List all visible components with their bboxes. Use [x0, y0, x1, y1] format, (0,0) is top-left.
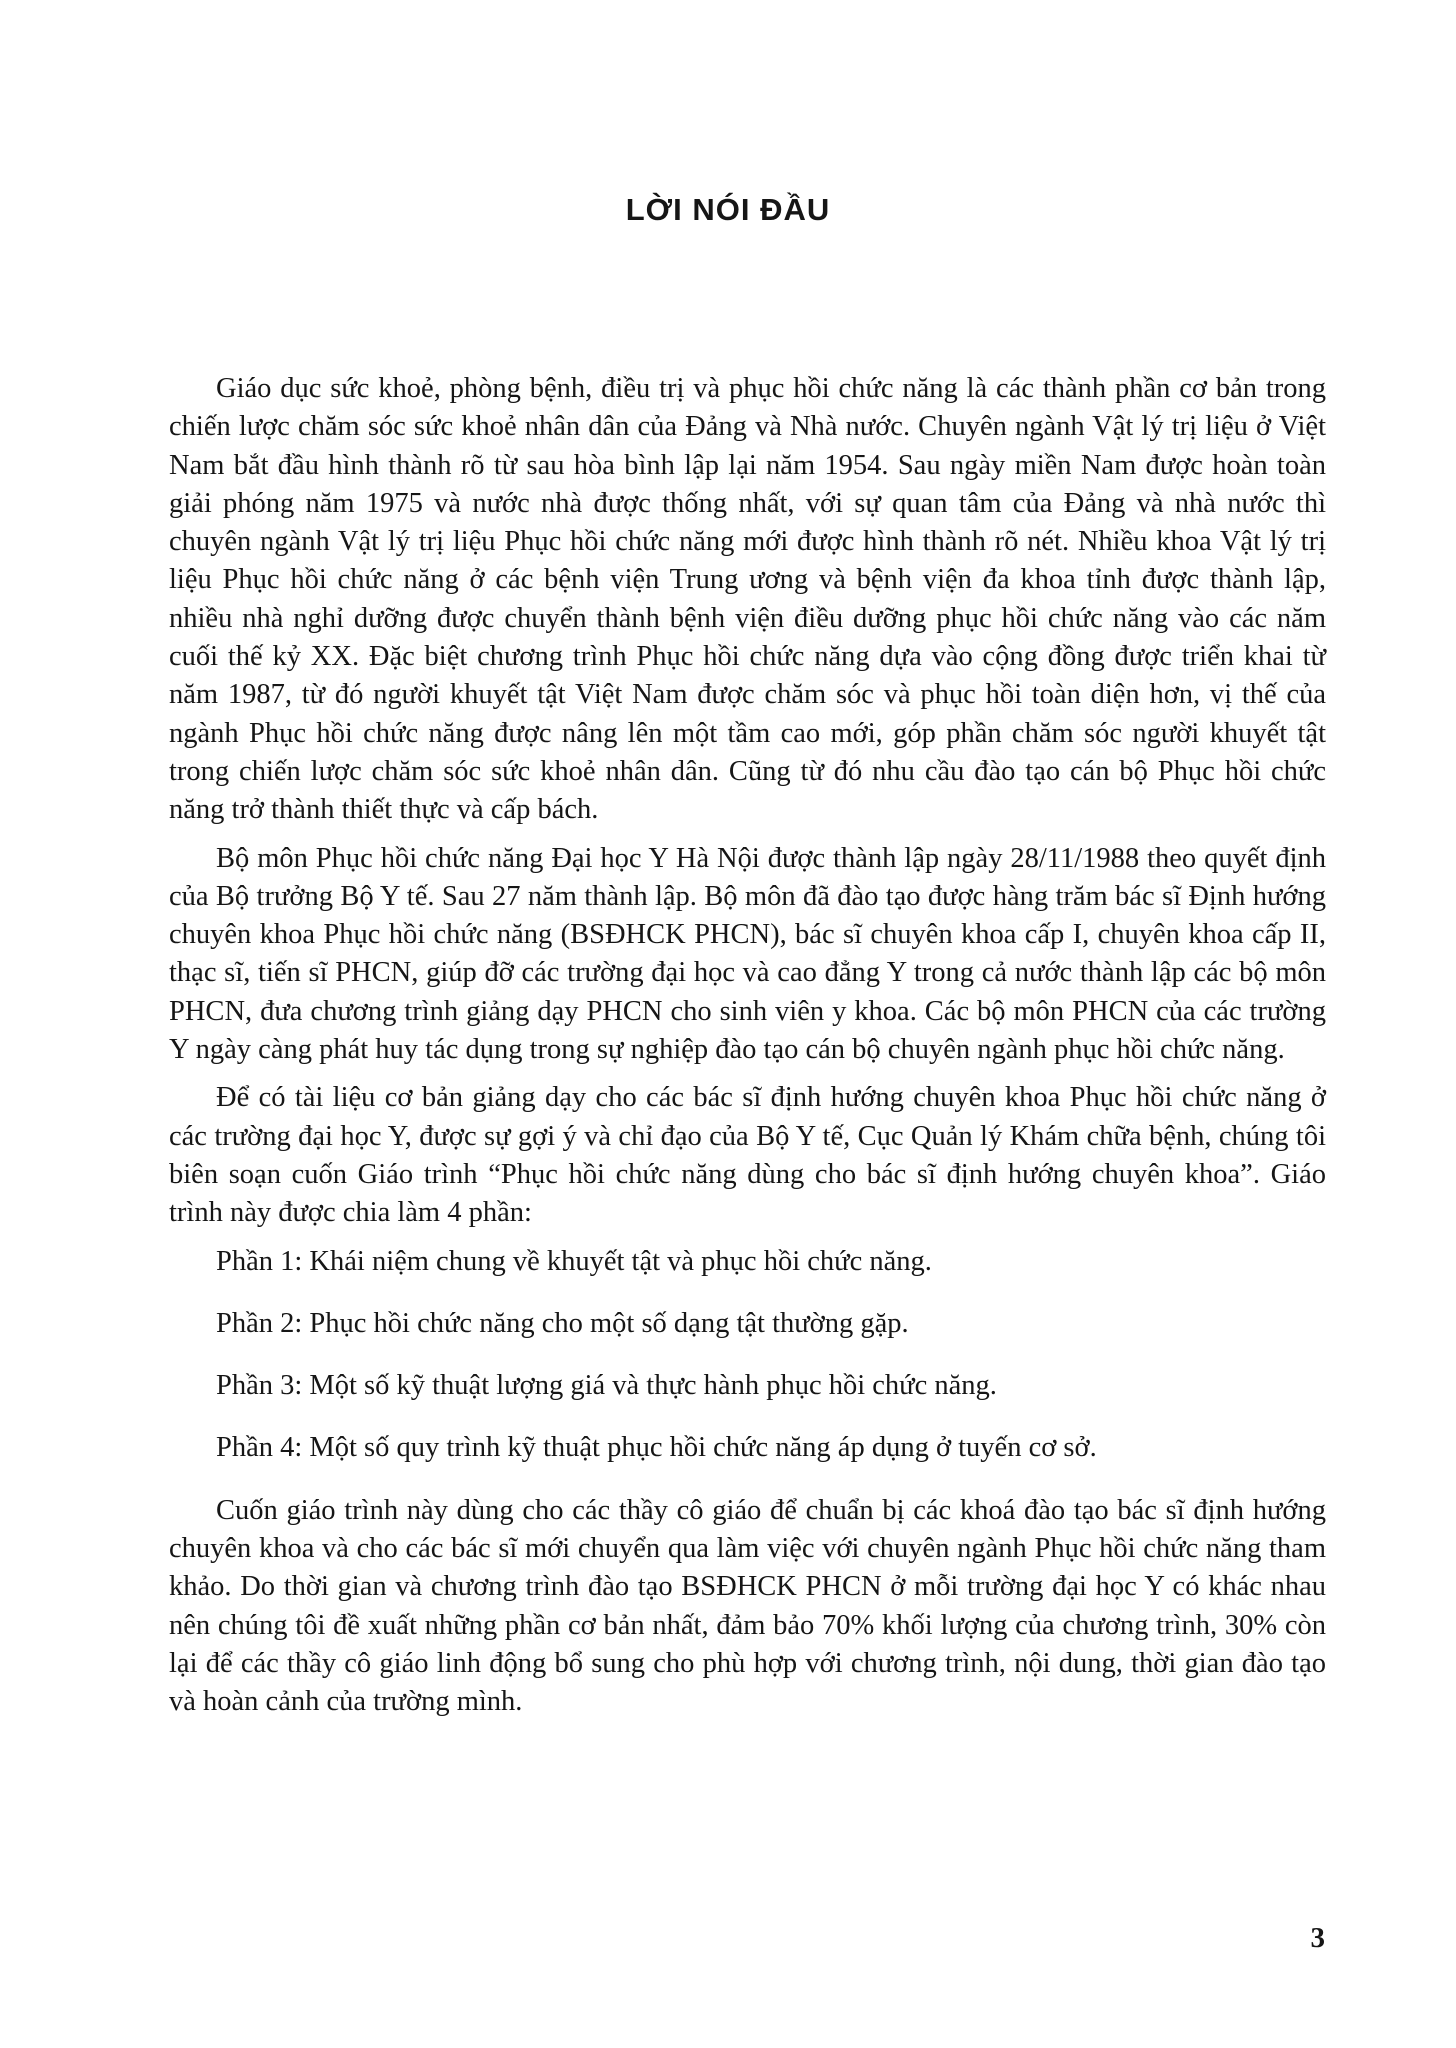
preface-body — [169, 370, 1326, 1732]
page-number: 3 — [1310, 1922, 1325, 1954]
part-item-2: Phần 2: Phục hồi chức năng cho một số dạng tật thường gặp. — [216, 1307, 909, 1339]
paragraph-intro: Giáo dục sức khoẻ, phòng bệnh, điều trị và phục hồi chức năng là các thành phần cơ bản trong chiến lược chăm sóc sức khoẻ nhân dân của Đảng và Nhà nước. Chuyên ngành Vật lý trị liệu ở Việt Nam bắt đầu hình thành rõ từ sau hòa bình lập lại năm 1954. Sau ngày miền Nam được hoàn toàn giải phóng năm 1975 và nước nhà được thống nhất, với sự quan tâm của Đảng và nhà nước thì chuyên ngành Vật lý trị liệu Phục hồi chức năng mới được hình thành rõ nét. Nhiều khoa Vật lý trị liệu Phục hồi chức năng ở các bệnh viện Trung ương và bệnh viện đa khoa tỉnh được thành lập, nhiều nhà nghỉ dưỡng được chuyển thành bệnh viện điều dưỡng phục hồi chức năng vào các năm cuối thế kỷ XX. Đặc biệt chương trình Phục hồi chức năng dựa vào cộng đồng được triển khai từ năm 1987, từ đó người khuyết tật Việt Nam được chăm sóc và phục hồi toàn diện hơn, vị thế của ngành Phục hồi chức năng được nâng lên một tầm cao mới, góp phần chăm sóc người khuyết tật trong chiến lược chăm sóc sức khoẻ nhân dân. Cũng từ đó nhu cầu đào tạo cán bộ Phục hồi chức năng trở thành thiết thực và cấp bách. — [169, 373, 1326, 826]
part-item-3: Phần 3: Một số kỹ thuật lượng giá và thực hành phục hồi chức năng. — [216, 1370, 997, 1402]
page-title: LỜI NÓI ĐẦU — [625, 192, 831, 227]
part-item-1: Phần 1: Khái niệm chung về khuyết tật và phục hồi chức năng. — [216, 1245, 932, 1277]
paragraph-department: Bộ môn Phục hồi chức năng Đại học Y Hà Nội được thành lập ngày 28/11/1988 theo quyết định của Bộ trưởng Bộ Y tế. Sau 27 năm thành lập. Bộ môn đã đào tạo được hàng trăm bác sĩ Định hướng chuyên khoa Phục hồi chức năng (BSĐHCK PHCN), bác sĩ chuyên khoa cấp I, chuyên khoa cấp II, thạc sĩ, tiến sĩ PHCN, giúp đỡ các trường đại học và cao đẳng Y trong cả nước thành lập các bộ môn PHCN, đưa chương trình giảng dạy PHCN cho sinh viên y khoa. Các bộ môn PHCN của các trường Y ngày càng phát huy tác dụng trong sự nghiệp đào tạo cán bộ chuyên ngành phục hồi chức năng. — [169, 842, 1326, 1066]
part-item-4: Phần 4: Một số quy trình kỹ thuật phục hồi chức năng áp dụng ở tuyến cơ sở. — [216, 1432, 1097, 1464]
paragraph-closing: Cuốn giáo trình này dùng cho các thầy cô giáo để chuẩn bị các khoá đào tạo bác sĩ định hướng chuyên khoa và cho các bác sĩ mới chuyển qua làm việc với chuyên ngành Phục hồi chức năng tham khảo. Do thời gian và chương trình đào tạo BSĐHCK PHCN ở mỗi trường đại học Y có khác nhau nên chúng tôi đề xuất những phần cơ bản nhất, đảm bảo 70% khối lượng của chương trình, 30% còn lại để các thầy cô giáo linh động bổ sung cho phù hợp với chương trình, nội dung, thời gian đào tạo và hoàn cảnh của trường mình. — [169, 1494, 1326, 1718]
paragraph-textbook: Để có tài liệu cơ bản giảng dạy cho các bác sĩ định hướng chuyên khoa Phục hồi chức năng ở các trường đại học Y, được sự gợi ý và chỉ đạo của Bộ Y tế, Cục Quản lý Khám chữa bệnh, chúng tôi biên soạn cuốn Giáo trình “Phục hồi chức năng dùng cho bác sĩ định hướng chuyên khoa”. Giáo trình này được chia làm 4 phần: — [169, 1082, 1326, 1229]
